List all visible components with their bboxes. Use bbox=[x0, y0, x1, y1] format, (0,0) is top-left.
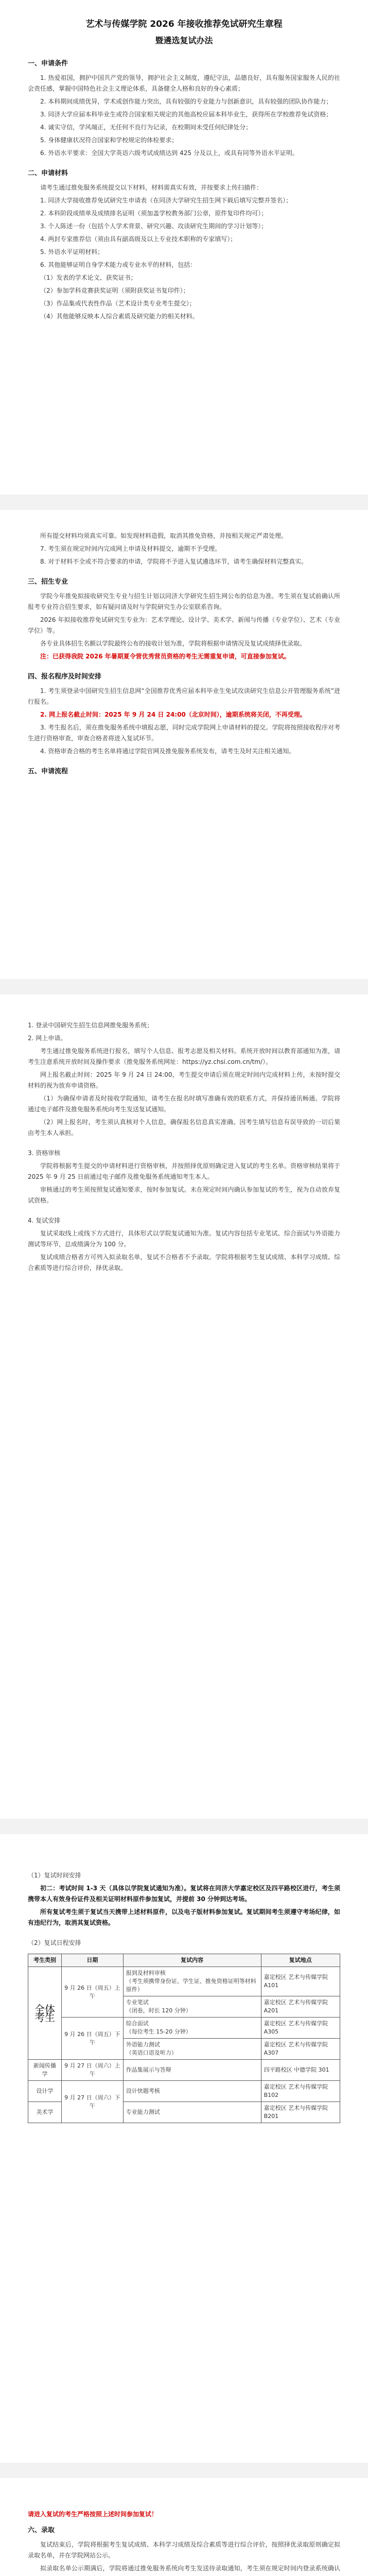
admission-para: 复试结束后，学院将根据考生复试成绩、本科学习成绩及综合素质等进行综合评价，按照择优录取原则确定拟录取名单，并在学院网站公示。 bbox=[28, 2541, 340, 2559]
eligibility-item: 1. 热爱祖国，拥护中国共产党的领导，拥护社会主义制度，遵纪守法，品德良好，具有服务国家服务人民的社会责任感，掌握中国特色社会主义理论体系，具备健全人格和良好的身心素质； bbox=[28, 74, 340, 92]
process-para: 考生通过推免服务系统进行报名，填写个人信息、报考志愿及相关材料。系统开放时间以教育部通知为准，请考生注意系统开放时间及操作要求（推免服务系统网址：https://yz.chsi.com.cn/tm/）。 bbox=[28, 1047, 340, 1065]
materials-subitem: （1）发表的学术论文、获奖证书； bbox=[40, 274, 137, 281]
table-caption: （2）复试日程安排 bbox=[28, 1939, 81, 1946]
table-date-cell: 9 月 27 日（周六）下午 bbox=[62, 2081, 124, 2123]
materials-note: 所有提交材料均须真实可靠。如发现材料造假，取消其推免资格，并按相关规定严肃处理。 bbox=[40, 532, 288, 539]
table-row bbox=[28, 1967, 340, 1996]
registration-para: 4. 资格审查合格的考生名单将通过学院官网及推免服务系统发布，请考生及时关注相关通知。 bbox=[40, 748, 295, 755]
schedule-table bbox=[28, 1954, 340, 2123]
table-place-cell: 四平路校区 中德学院 301 bbox=[261, 2060, 340, 2081]
section-heading-process: 五、申请流程 bbox=[28, 768, 68, 775]
eligibility-item: 4. 诚实守信，学风端正，无任何不良行为记录，在校期间未受任何纪律处分； bbox=[40, 124, 252, 131]
table-date-cell: 9 月 27 日（周六）上午 bbox=[62, 2060, 124, 2081]
table-header-cell: 复试内容 bbox=[123, 1954, 261, 1967]
table-category-cell: 全体考生 bbox=[28, 1967, 62, 2060]
materials-item: 6. 其他能够证明自身学术能力或专业水平的材料，包括： bbox=[40, 261, 197, 268]
section-heading-majors: 三、招生专业 bbox=[28, 578, 68, 586]
table-date-cell: 9 月 26 日（周五）下午 bbox=[62, 2018, 124, 2060]
process-para: 复试采取线上或线下方式进行，具体形式以学院复试通知为准。复试内容包括专业笔试、综合面试与外语能力测试等环节，总成绩满分为 100 分。 bbox=[28, 1230, 340, 1248]
page-5 bbox=[0, 2478, 368, 2576]
schedule-para: 所有复试考生须于复试当天携带上述材料原件，以及电子版材料参加复试。复试期间考生须遵守考场纪律，如有违纪行为，取消其复试资格。 bbox=[28, 1908, 340, 1926]
table-content-cell: 综合面试 （每位考生 15-20 分钟） bbox=[123, 2018, 261, 2039]
process-para: 学院将根据考生提交的申请材料进行资格审核，并按照择优原则确定进入复试的考生名单。资格审核结果将于 2025 年 9 月 25 日前通过电子邮件及推免服务系统通知考生本人。 bbox=[28, 1162, 340, 1180]
schedule-para: 初二：考试时间 1-3 天（具体以学院复试通知为准）。复试将在同济大学嘉定校区及四平路校区进行，考生须携带本人有效身份证件及相关证明材料原件参加复试，并提前 30 分钟到达考场。 bbox=[28, 1885, 340, 1903]
materials-subitem: （4）其他能够反映本人综合素质及研究能力的相关材料。 bbox=[40, 313, 199, 320]
page-4 bbox=[0, 1834, 368, 2463]
table-place-cell: 嘉定校区 艺术与传媒学院 A201 bbox=[261, 1996, 340, 2018]
majors-para: 2026 年拟接收推荐免试研究生专业为：艺术学理论、设计学、美术学、新闻与传播（专业学位）、艺术（专业学位）等。 bbox=[28, 616, 340, 634]
materials-subitem: （2）参加学科竞赛获奖证明（须附获奖证书复印件）； bbox=[40, 287, 189, 294]
section-heading-registration: 四、报名程序及时间安排 bbox=[28, 673, 102, 681]
registration-para: 1. 考生须登录中国研究生招生信息网“全国推荐优秀应届本科毕业生免试攻读研究生信息公开管理服务系统”进行报名。 bbox=[28, 687, 340, 705]
table-place-cell: 嘉定校区 艺术与传媒学院 A101 bbox=[261, 1967, 340, 1996]
table-category-cell: 美术学 bbox=[28, 2102, 62, 2123]
materials-intro: 请考生通过推免服务系统提交以下材料，材料需真实有效，并按要求上传扫描件： bbox=[40, 184, 263, 191]
materials-closing: 8. 对于材料不全或不符合要求的申请，学院将不予进入复试遴选环节，请考生确保材料完整真实。 bbox=[40, 558, 308, 565]
table-header-cell: 复试地点 bbox=[261, 1954, 340, 1967]
registration-deadline: 2. 网上报名截止时间：2025 年 9 月 24 日 24:00（北京时间），逾期系统将关闭，不再受理。 bbox=[40, 711, 306, 718]
materials-item: 5. 外语水平证明材料； bbox=[40, 248, 104, 256]
majors-para: 各专业具体招生名额以学院最终公布的接收计划为准，学院将根据申请情况及复试成绩择优录取。 bbox=[40, 640, 306, 647]
majors-para: 学院今年推免拟接收研究生专业与招生计划以同济大学研究生招生网公布的信息为准。考生须在复试前确认所报考专业符合招生要求，如有疑问请及时与学院研究生办公室联系咨询。 bbox=[28, 592, 340, 611]
table-row bbox=[28, 2018, 340, 2039]
majors-highlight: 注：已获得我院 2026 年暑期夏令营优秀营员资格的考生无需重复申请，可直接参加复试。 bbox=[40, 653, 290, 660]
eligibility-item: 6. 外语水平要求：全国大学英语六级考试成绩达到 425 分及以上，或具有同等外语水平证明。 bbox=[40, 149, 299, 157]
section-heading-materials: 二、申请材料 bbox=[28, 170, 68, 177]
notice-red-heading: 请进入复试的考生严格按照上述时间参加复试！ bbox=[28, 2511, 158, 2518]
schedule-heading: （1）复试时间安排 bbox=[28, 1872, 81, 1879]
registration-para: 3. 考生报名后，须在推免服务系统中填报志愿，同时完成学院网上申请材料的提交。学院将按照接收程序对考生进行资格审查，审查合格者将进入复试环节。 bbox=[28, 724, 340, 742]
process-step: 4. 复试安排 bbox=[28, 1217, 61, 1224]
table-header-cell: 考生类别 bbox=[28, 1954, 62, 1967]
table-place-cell: 嘉定校区 艺术与传媒学院 A305 bbox=[261, 2018, 340, 2039]
materials-item: 1. 同济大学接收推荐免试研究生申请表（在同济大学研究生招生网下载后填写完整并签名）； bbox=[40, 197, 292, 204]
table-date-cell: 9 月 26 日（周五）上午 bbox=[62, 1967, 124, 2018]
eligibility-item: 2. 本科期间成绩优异，学术或创作能力突出，具有较强的专业能力与创新意识，具有较强的团队协作能力； bbox=[40, 98, 332, 105]
section-heading-admission: 六、录取 bbox=[28, 2527, 55, 2534]
materials-item: 3. 个人陈述一份（包括个人学术背景、研究兴趣、攻读研究生期间的学习计划等）； bbox=[40, 223, 268, 230]
materials-closing: 7. 考生须在规定时间内完成网上申请及材料提交，逾期不予受理。 bbox=[40, 545, 221, 552]
table-category-cell: 设计学 bbox=[28, 2081, 62, 2102]
process-step: 1. 登录中国研究生招生信息网推免服务系统； bbox=[28, 1022, 153, 1029]
process-step: 2. 网上申请。 bbox=[28, 1035, 67, 1042]
materials-subitem: （3）作品集或代表性作品（艺术设计类专业考生提交）； bbox=[40, 300, 196, 307]
table-category-cell: 新闻传播学 bbox=[28, 2060, 62, 2081]
table-row bbox=[28, 2060, 340, 2081]
table-place-cell: 嘉定校区 艺术与传媒学院 B102 bbox=[261, 2081, 340, 2102]
materials-item: 4. 两封专家推荐信（须由具有副高级及以上专业技术职称的专家填写）； bbox=[40, 235, 237, 243]
page-3 bbox=[0, 994, 368, 1819]
table-header-row bbox=[28, 1954, 340, 1967]
table-place-cell: 嘉定校区 艺术与传媒学院 B201 bbox=[261, 2102, 340, 2123]
table-content-cell: 作品集展示与答辩 bbox=[123, 2060, 261, 2081]
eligibility-item: 3. 同济大学应届本科毕业生或符合国家相关规定的其他高校应届本科毕业生，获得所在学校推荐免试资格； bbox=[40, 111, 332, 118]
table-row bbox=[28, 2081, 340, 2102]
process-step: 3. 资格审核 bbox=[28, 1149, 61, 1157]
section-heading-eligibility: 一、申请条件 bbox=[28, 60, 68, 67]
process-para: （2）网上报名时，考生须认真核对个人信息，确保报名信息真实准确。因考生填写信息有误导致的一切后果由考生本人承担。 bbox=[28, 1118, 340, 1137]
table-content-cell: 设计快题考核 bbox=[123, 2081, 261, 2102]
table-content-cell: 专业能力测试 bbox=[123, 2102, 261, 2123]
admission-para: 拟录取名单公示期满后，学院将通过推免服务系统向考生发送待录取通知，考生须在规定时间内登录系统确认 bbox=[40, 2565, 340, 2572]
process-para: 网上报名截止时间：2025 年 9 月 24 日 24:00，考生提交申请后须在规定时间内完成材料上传，未按时提交材料的视为放弃申请资格。 bbox=[28, 1071, 340, 1089]
page-2 bbox=[0, 510, 368, 979]
materials-item: 2. 本科阶段成绩单及成绩排名证明（须加盖学校教务部门公章，原件复印件均可）； bbox=[40, 210, 268, 217]
page-1 bbox=[0, 0, 368, 495]
process-para: 审核通过的考生须按照复试通知要求，按时参加复试。未在规定时间内确认参加复试的考生，视为自动放弃复试资格。 bbox=[28, 1186, 340, 1204]
table-content-cell: 外语能力测试 （英语口语及听力） bbox=[123, 2039, 261, 2060]
table-content-cell: 专业笔试 （闭卷，时长 120 分钟） bbox=[123, 1996, 261, 2018]
doc-subtitle: 暨遴选复试办法 bbox=[155, 36, 213, 45]
table-content-cell: 报到及材料审核 （考生须携带身份证、学生证、推免资格证明等材料原件） bbox=[123, 1967, 261, 1996]
process-para: 复试成绩合格者方可列入拟录取名单，复试不合格者不予录取。学院将根据考生复试成绩、本科学习成绩、综合素质等进行综合评价，择优录取。 bbox=[28, 1253, 340, 1272]
table-place-cell: 嘉定校区 艺术与传媒学院 A307 bbox=[261, 2039, 340, 2060]
table-header-cell: 日期 bbox=[62, 1954, 124, 1967]
process-para: （1）为确保申请者及时接收学院通知，请考生在报名时填写准确有效的联系方式，并保持通讯畅通。学院将通过电子邮件及推免服务系统向考生发送复试通知。 bbox=[28, 1095, 340, 1113]
doc-title: 艺术与传媒学院 2026 年接收推荐免试研究生章程 bbox=[85, 19, 283, 29]
eligibility-item: 5. 身体健康状况符合国家和学校规定的体检要求； bbox=[40, 137, 178, 144]
